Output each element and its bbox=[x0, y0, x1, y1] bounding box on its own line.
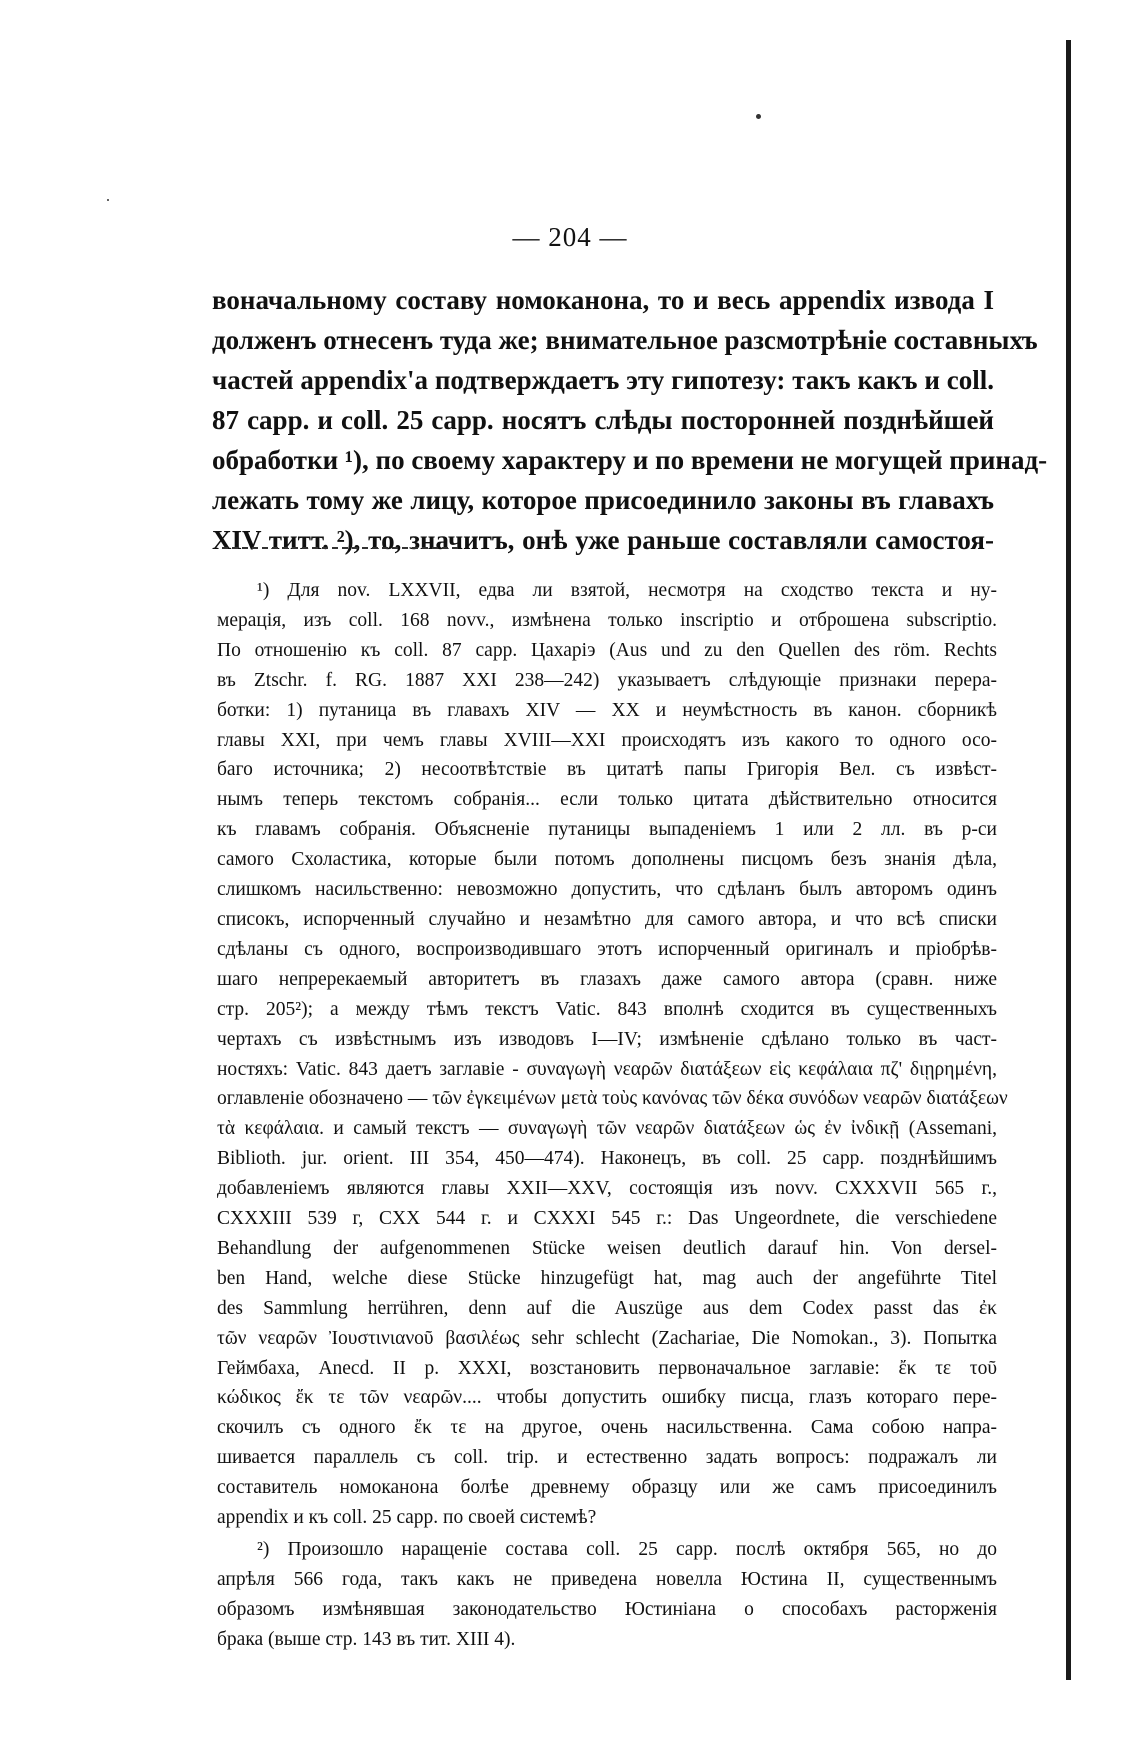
footnote-line: шаго непререкаемый авторитетъ въ глазахъ даже самого автора (сравн. ниже bbox=[217, 968, 997, 990]
footnote-line: сдѣланы съ одного, воспроизводившаго этотъ испорченный оригиналъ и пріобрѣв- bbox=[217, 938, 997, 960]
footnote-line: ¹) Для nov. LXXVII, едва ли взятой, несмотря на сходство текста и ну- bbox=[257, 580, 997, 601]
text-line: частей appendix'а подтверждаетъ эту гипотезу: такъ какъ и coll. bbox=[212, 365, 994, 395]
footnote-line: образомъ измѣнявшая законодательство Юстиніана о способахъ расторженія bbox=[217, 1598, 997, 1620]
text-line: обработки ¹), по своему характеру и по времени не могущей принад- bbox=[212, 445, 1048, 475]
text-line: долженъ отнесенъ туда же; внимательное разсмотрѣніе составныхъ bbox=[212, 325, 1038, 355]
footnotes bbox=[217, 576, 1008, 1655]
footnote-1 bbox=[217, 576, 1008, 1533]
page-edge-line bbox=[1066, 40, 1071, 1680]
footnote-line: оглавленіе обозначено — τῶν ἐγκειμένων μετὰ τοὺς κανόνας τῶν δέκα συνόδων νεαρῶν διατάξεων bbox=[217, 1088, 1008, 1110]
text-line: XIV титт. ²), то, значитъ, онѣ уже раньше составляли самостоя- bbox=[212, 525, 994, 555]
footnote-line: стр. 205²); а между тѣмъ текстъ Vatic. 843 вполнѣ сходится въ существенныхъ bbox=[217, 998, 997, 1020]
main-text bbox=[212, 280, 1048, 560]
footnote-line: составитель номоканона болѣе древнему образцу или же самъ присоединилъ bbox=[217, 1477, 997, 1499]
footnote-2 bbox=[217, 1535, 997, 1655]
footnote-separator bbox=[222, 547, 458, 549]
footnote-line: мерація, изъ coll. 168 novv., измѣнена только inscriptio и отброшена subscriptio. bbox=[217, 609, 997, 631]
footnote-line: въ Ztschr. f. RG. 1887 XXI 238—242) указываетъ слѣдующіе признаки перера- bbox=[217, 669, 997, 691]
footnote-line: главы XXI, при чемъ главы XVIII—XXI происходятъ изъ какого то одного осо- bbox=[217, 729, 997, 751]
footnote-line: списокъ, испорченный случайно и незамѣтно для самого автора, и что всѣ списки bbox=[217, 908, 997, 930]
scan-speck bbox=[107, 199, 109, 201]
footnote-line: τὰ κεφάλαια. и самый текстъ — συναγωγὴ τῶν νεαρῶν διατάξεων ὡς ἐν ἰνδικῇ (Assemani, bbox=[217, 1118, 997, 1140]
footnote-line: скочилъ съ одного ἔκ τε на другое, очень насильственна. Сама собою напра- bbox=[217, 1417, 997, 1439]
text-line: воначальному составу номоканона, то и весь appendix извода I bbox=[212, 285, 994, 315]
footnote-line: CXXXIII 539 г, CXX 544 г. и CXXXI 545 г.: Das Ungeordnete, die verschiedene bbox=[217, 1208, 997, 1230]
footnote-line: ben Hand, welche diese Stücke hinzugefügt hat, mag auch der angeführte Titel bbox=[217, 1267, 997, 1289]
footnote-line: τῶν νεαρῶν Ἰουστινιανοῦ βασιλέως sehr schlecht (Zachariae, Die Nomokan., 3). Попытка bbox=[217, 1327, 997, 1349]
footnote-line: Behandlung der aufgenommenen Stücke weisen deutlich darauf hin. Von dersel- bbox=[217, 1237, 997, 1259]
text-line: лежать тому же лицу, которое присоединило законы въ главахъ bbox=[212, 485, 994, 515]
footnote-line: Геймбаха, Anecd. II p. XXXI, возстановить первоначальное заглавіе: ἔκ τε τοῦ bbox=[217, 1357, 997, 1379]
footnote-line: чертахъ съ извѣстнымъ изъ изводовъ I—IV; измѣненіе сдѣлано только въ част- bbox=[217, 1028, 997, 1050]
footnote-line: κώδικος ἔκ τε τῶν νεαρῶν.... чтобы допустить ошибку писца, глазъ котораго пере- bbox=[217, 1387, 997, 1409]
footnote-line: апрѣля 566 года, такъ какъ не приведена новелла Юстина II, существеннымъ bbox=[217, 1568, 997, 1590]
footnote-line: нымъ теперь текстомъ собранія... если только цитата дѣйствительно относится bbox=[217, 789, 997, 811]
footnote-line: ²) Произошло наращеніе состава coll. 25 capp. послѣ октября 565, но до bbox=[257, 1539, 997, 1560]
page-number: — 204 — bbox=[512, 222, 628, 252]
footnote-line: слишкомъ насильственно: невозможно допустить, что сдѣланъ былъ авторомъ одинъ bbox=[217, 879, 997, 901]
footnote-line: самого Схоластика, которые были потомъ дополнены писцомъ безъ знанія дѣла, bbox=[217, 849, 997, 871]
footnote-line: добавленіемъ являются главы XXII—XXV, состоящія изъ novv. CXXXVII 565 г., bbox=[217, 1178, 997, 1200]
footnote-line: баго источника; 2) несоотвѣтствіе въ цитатѣ папы Григорія Вел. съ извѣст- bbox=[217, 759, 997, 781]
footnote-line: къ главамъ собранія. Объясненіе путаницы выпаденіемъ 1 или 2 лл. въ р-си bbox=[217, 819, 997, 841]
footnote-line: ностяхъ: Vatic. 843 даетъ заглавіе - συναγωγὴ νεαρῶν διατάξεων εἰς κεφάλαια πζ' διῃρημένη, bbox=[217, 1058, 997, 1080]
footnote-line: appendix и къ coll. 25 capp. по своей системѣ? bbox=[217, 1507, 597, 1529]
scan-speck bbox=[756, 114, 761, 119]
text-line: 87 capp. и coll. 25 capp. носятъ слѣды посторонней позднѣйшей bbox=[212, 405, 994, 435]
footnote-line: ботки: 1) путаница въ главахъ XIV — XX и неумѣстность въ канон. сборникѣ bbox=[217, 699, 997, 721]
footnote-line: По отношенію къ coll. 87 capp. Цахаріэ (Aus und zu den Quellen des röm. Rechts bbox=[217, 639, 997, 661]
footnote-line: шивается параллель съ coll. trip. и естественно задать вопросъ: подражалъ ли bbox=[217, 1447, 997, 1469]
footnote-line: брака (выше стр. 143 въ тит. XIII 4). bbox=[217, 1628, 516, 1650]
footnote-line: Biblioth. jur. orient. III 354, 450—474). Наконецъ, въ coll. 25 capp. позднѣйшимъ bbox=[217, 1148, 997, 1170]
footnote-line: des Sammlung herrühren, denn auf die Auszüge aus dem Codex passt das ἐκ bbox=[217, 1297, 997, 1319]
